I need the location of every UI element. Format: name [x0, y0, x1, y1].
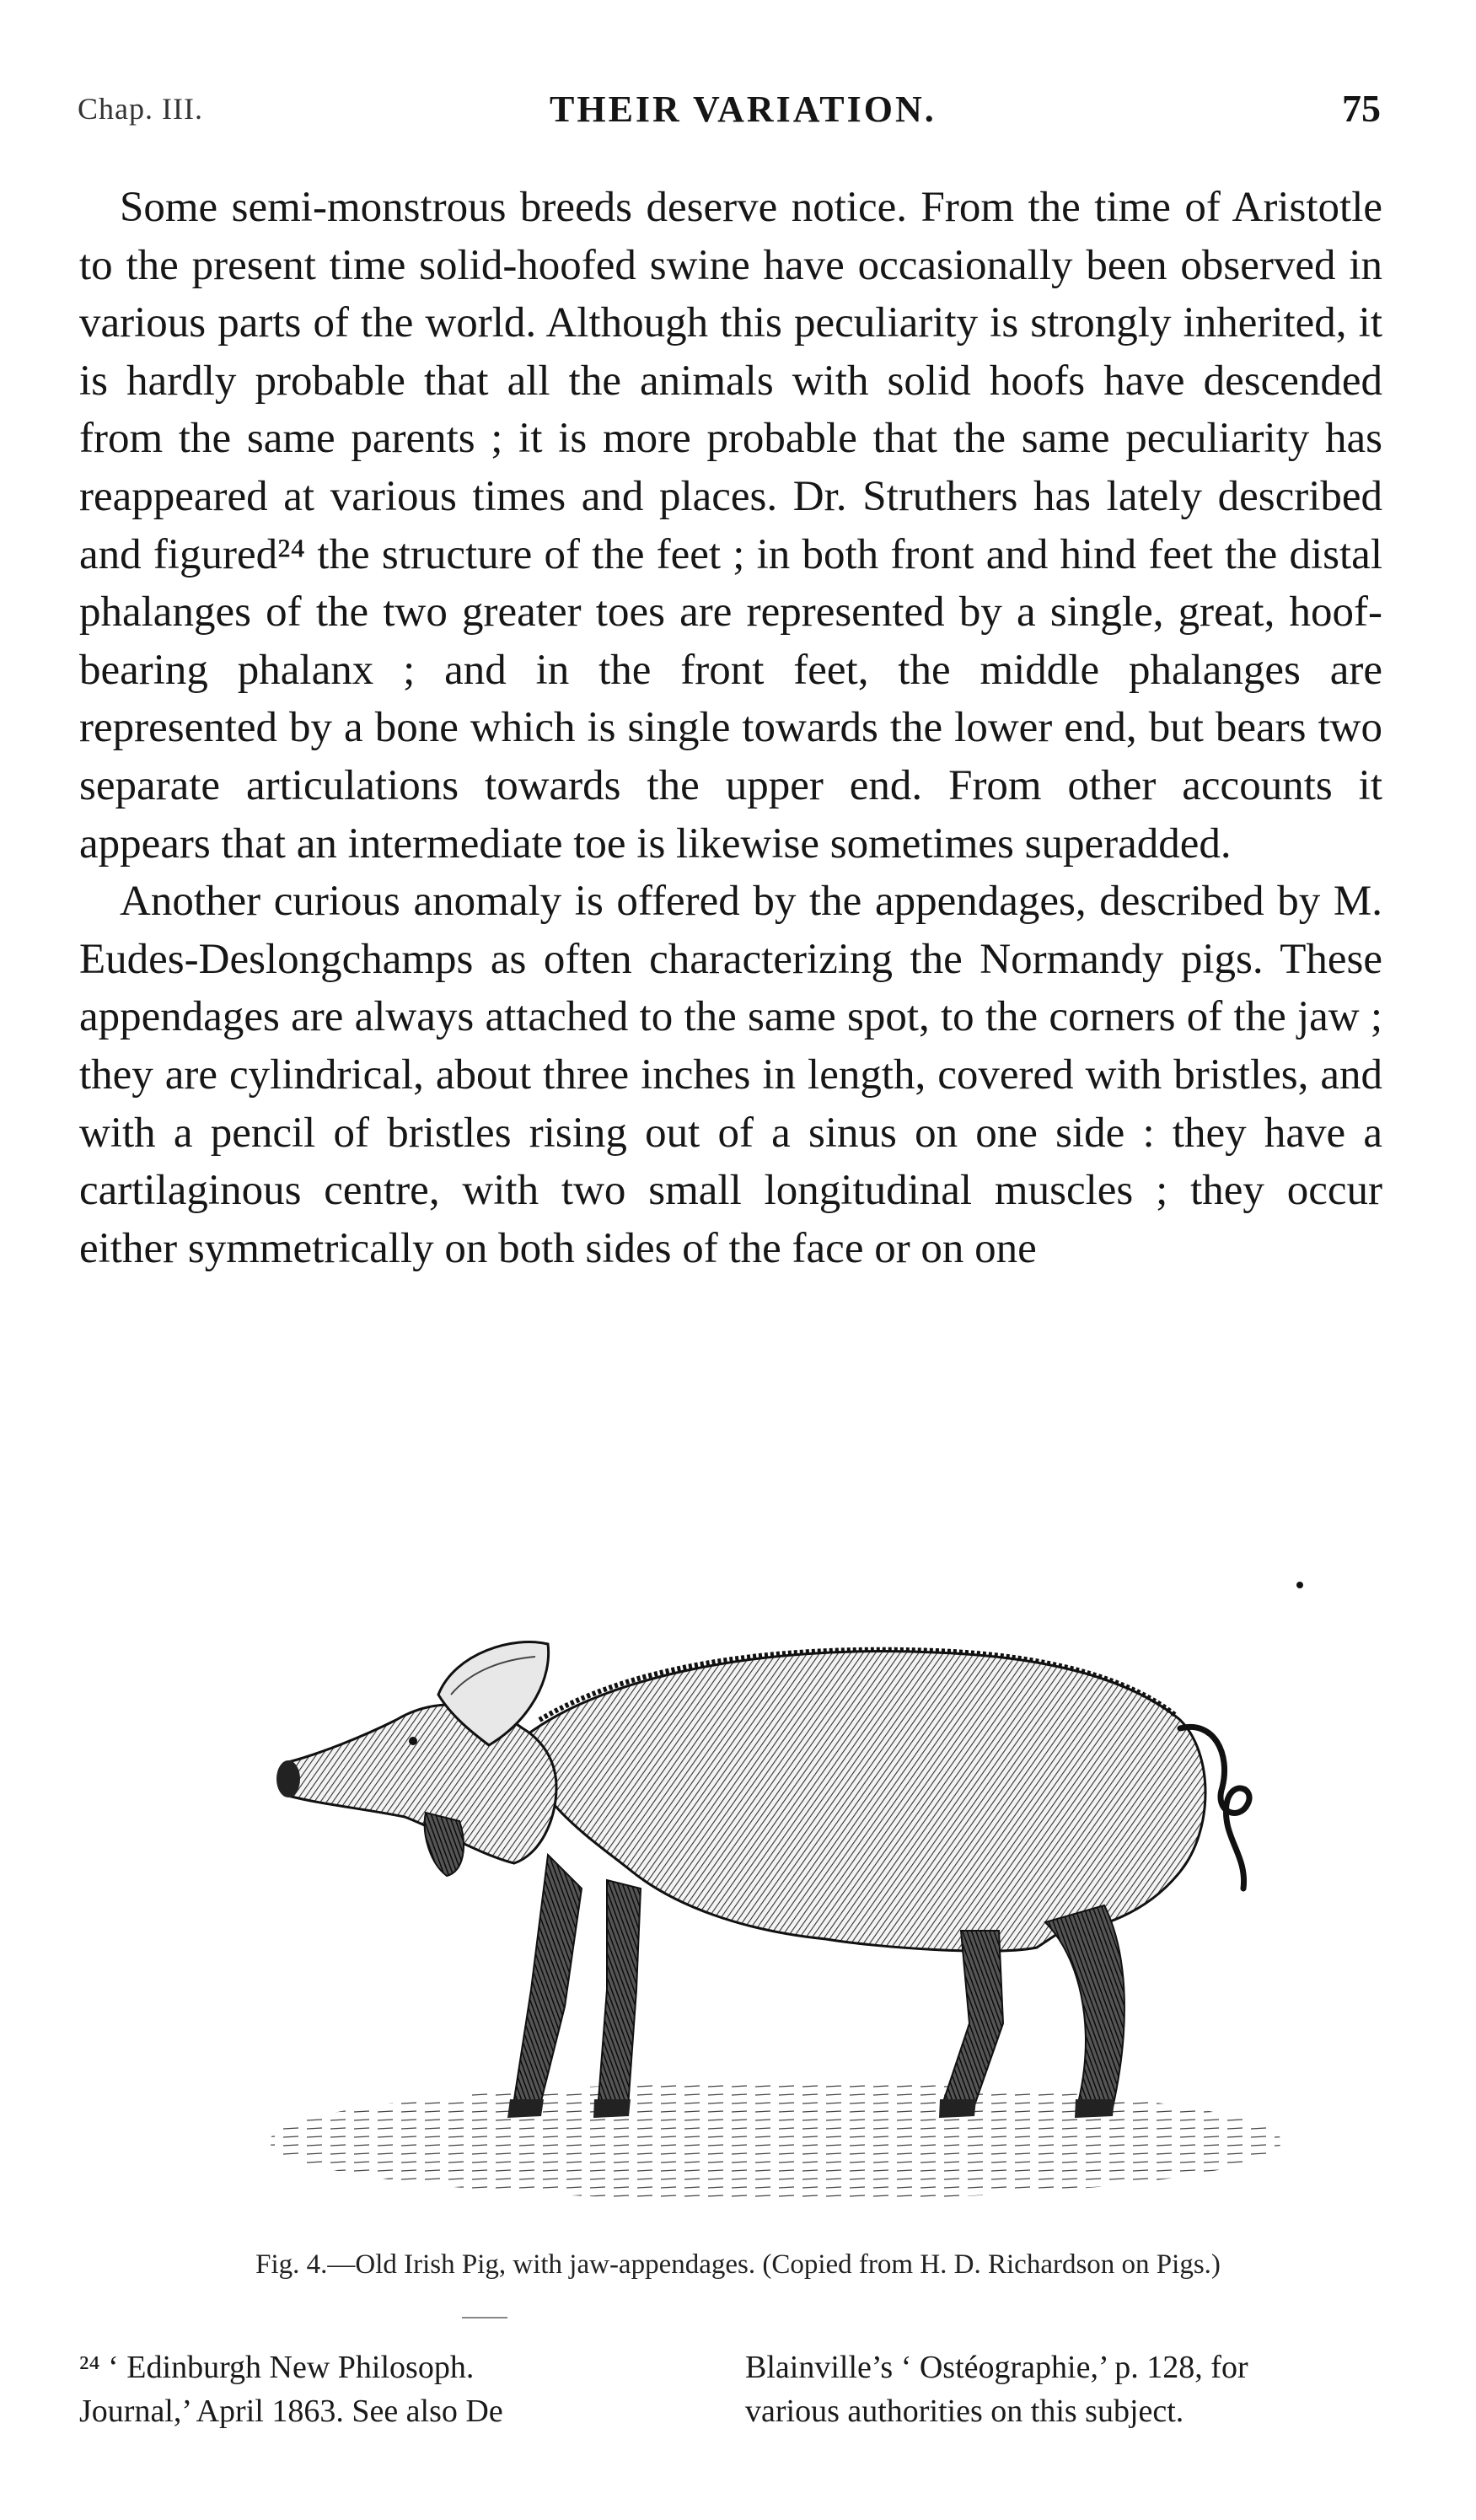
- hoof: [1075, 2099, 1114, 2118]
- footnote-left-column: [79, 2345, 669, 2433]
- pig-engraving: [236, 1551, 1315, 2226]
- jaw-appendage: [425, 1813, 464, 1876]
- pig-illustration: [236, 1551, 1315, 2226]
- front-leg-far: [598, 1880, 641, 2108]
- hoof: [593, 2099, 631, 2118]
- footnote-line: various authorities on this subject.: [745, 2394, 1184, 2429]
- hind-leg-far: [944, 1931, 1003, 2108]
- pig-snout: [276, 1760, 300, 1797]
- ground-shading: [270, 2082, 1281, 2200]
- pig-head: [280, 1705, 556, 1863]
- running-header: [78, 84, 1393, 135]
- front-leg-near: [514, 1855, 582, 2108]
- footnote-right-column: [745, 2345, 1394, 2433]
- hind-leg-near: [1045, 1905, 1124, 2108]
- pig-eye: [409, 1737, 417, 1745]
- hoof: [939, 2099, 976, 2118]
- page-number: 75: [1342, 87, 1381, 130]
- paragraph-solid-hoofed-swine: Some semi-monstrous breeds deserve notice. From the time of Aristotle to the present time solid-hoofed swine have occasionally been observed in various parts of the world. Although this peculiarity is strongly inherited, it is hardly probable that all the animals with solid hoofs have descended from the same parents ; it is more probable that the same peculiarity has reappeared at various times and places. Dr. Struthers has lately described and figured²⁴ the structure of the feet ; in both front and hind feet the distal phalanges of the two greater toes are represented by a single, great, hoof-bearing phalanx ; and in the front feet, the middle phalanges are represented by a bone which is single towards the lower end, but bears two separate articulations towards the upper end. From other accounts it appears that an intermediate toe is likewise sometimes superadded.: [79, 184, 1382, 868]
- caption-divider: [462, 2317, 507, 2319]
- hoof: [507, 2099, 544, 2118]
- body-text: [79, 179, 1382, 1277]
- footnote-line: ²⁴ ‘ Edinburgh New Philosoph.: [79, 2350, 475, 2385]
- footnote-line: Journal,’ April 1863. See also De: [79, 2394, 503, 2429]
- running-title: THEIR VARIATION.: [550, 89, 937, 130]
- paragraph-jaw-appendages: Another curious anomaly is offered by the appendages, described by M. Eudes-Deslongchamps as often characterizing the Normandy pigs. These appendages are always attached to the same spot, to the corners of the jaw ; they are cylindrical, about three inches in length, covered with bristles, and with a pencil of bristles rising out of a sinus on one side : they have a cartilaginous centre, with two small longitudinal muscles ; they occur either symmetrically on both sides of the face or on one: [79, 878, 1382, 1272]
- footnote-line: Blainville’s ‘ Ostéographie,’ p. 128, for: [745, 2350, 1248, 2385]
- chapter-label: Chap. III.: [78, 92, 203, 126]
- figure-caption: Fig. 4.—Old Irish Pig, with jaw-appendages. (Copied from H. D. Richardson on Pigs.): [255, 2249, 1221, 2280]
